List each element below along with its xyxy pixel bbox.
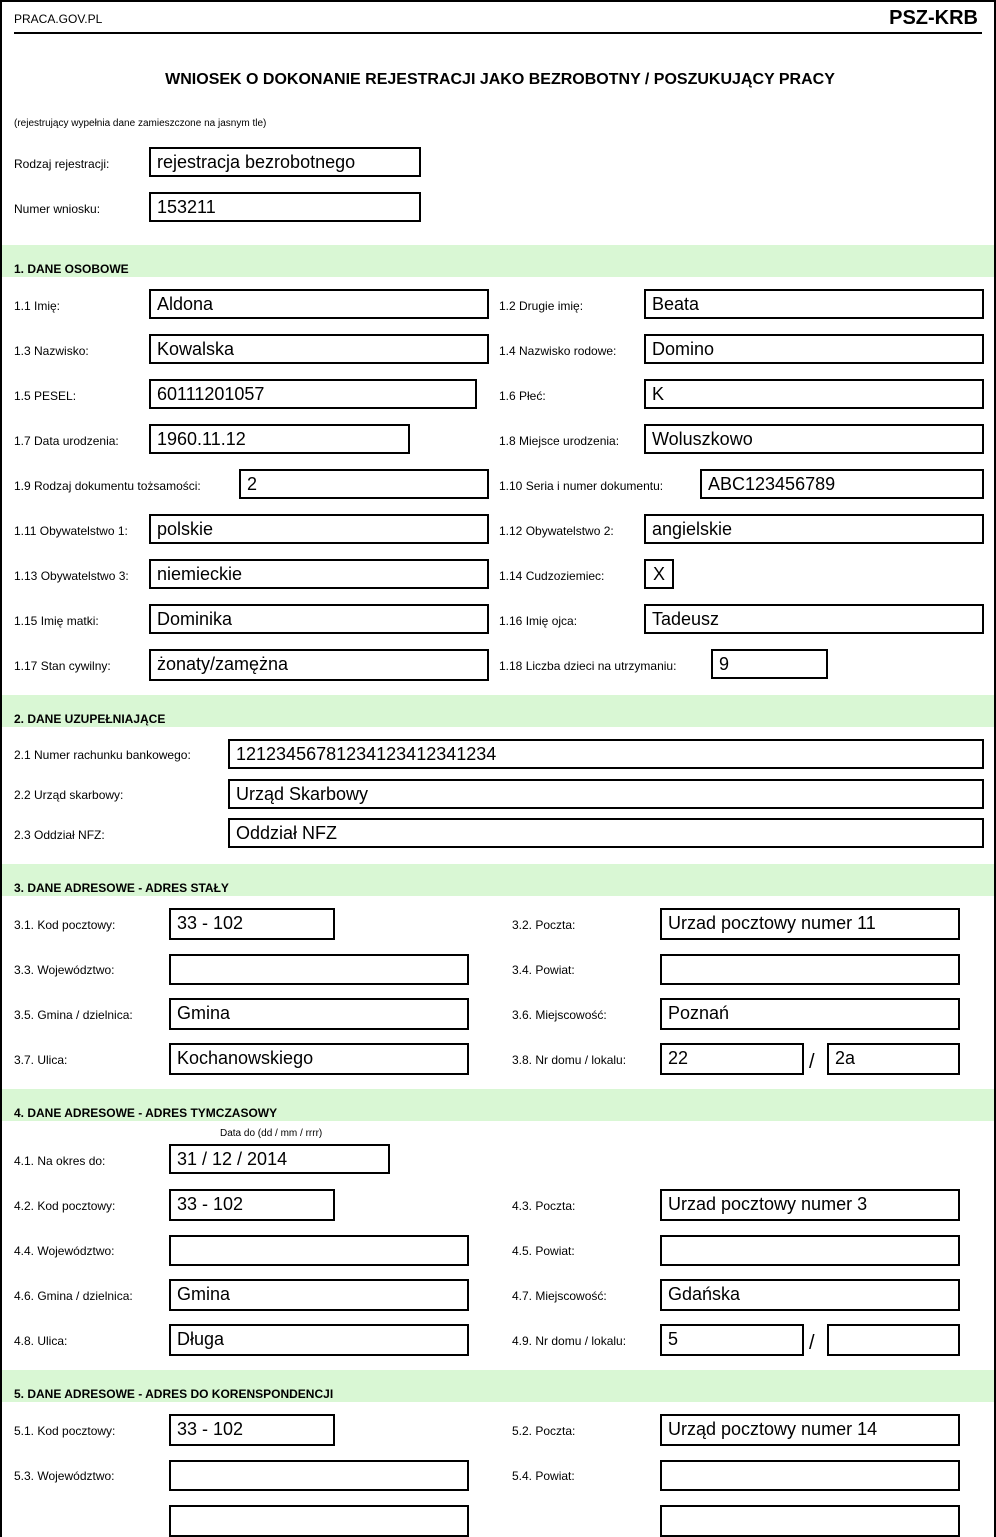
section-2-header [2, 695, 996, 727]
children-count-field[interactable]: 9 [711, 649, 828, 679]
id-doc-type-label: 1.9 Rodzaj dokumentu tożsamości: [14, 479, 201, 493]
s4-number-separator: / [809, 1332, 815, 1354]
s4-post-office-label: 4.3. Poczta: [512, 1199, 576, 1213]
s4-commune-label: 4.6. Gmina / dzielnica: [14, 1289, 133, 1303]
s4-until-date-field[interactable]: 31 / 12 / 2014 [169, 1144, 390, 1174]
surname-label: 1.3 Nazwisko: [14, 344, 89, 358]
children-count-label: 1.18 Liczba dzieci na utrzymaniu: [499, 659, 677, 673]
maiden-name-label: 1.4 Nazwisko rodowe: [499, 344, 617, 358]
sex-field[interactable]: K [644, 379, 984, 409]
citizenship-2-field[interactable]: angielskie [644, 514, 984, 544]
s3-street-label: 3.7. Ulica: [14, 1053, 68, 1067]
reg-type-label: Rodzaj rejestracji: [14, 157, 110, 171]
section-4-title: 4. DANE ADRESOWE - ADRES TYMCZASOWY [14, 1106, 278, 1120]
tax-office-field[interactable]: Urząd Skarbowy [228, 779, 984, 809]
s5-post-office-label: 5.2. Poczta: [512, 1424, 576, 1438]
s3-postal-code-label: 3.1. Kod pocztowy: [14, 918, 116, 932]
s3-flat-number-field[interactable]: 2a [827, 1043, 960, 1075]
father-name-field[interactable]: Tadeusz [644, 604, 984, 634]
s4-house-number-label: 4.9. Nr domu / lokalu: [512, 1334, 627, 1348]
tax-office-label: 2.2 Urząd skarbowy: [14, 788, 124, 802]
app-no-label: Numer wniosku: [14, 202, 101, 216]
father-name-label: 1.16 Imię ojca: [499, 614, 578, 628]
bank-account-field[interactable]: 12123456781234123412341234 [228, 739, 984, 769]
s4-town-label: 4.7. Miejscowość: [512, 1289, 607, 1303]
s4-date-hint: Data do (dd / mm / rrrr) [220, 1128, 323, 1139]
s5-post-office-field[interactable]: Urząd pocztowy numer 14 [660, 1414, 960, 1446]
s5-next-row-field-right[interactable] [660, 1505, 960, 1537]
pesel-label: 1.5 PESEL: [14, 389, 77, 403]
s4-town-field[interactable]: Gdańska [660, 1279, 960, 1311]
s4-post-office-field[interactable]: Urzad pocztowy numer 3 [660, 1189, 960, 1221]
s5-county-label: 5.4. Powiat: [512, 1469, 575, 1483]
s3-street-field[interactable]: Kochanowskiego [169, 1043, 469, 1075]
s4-until-date-label: 4.1. Na okres do: [14, 1154, 106, 1168]
birth-date-label: 1.7 Data urodzenia: [14, 434, 119, 448]
s3-house-number-field[interactable]: 22 [660, 1043, 804, 1075]
s3-post-office-label: 3.2. Poczta: [512, 918, 576, 932]
birth-date-field[interactable]: 1960.11.12 [149, 424, 410, 454]
site-name: PRACA.GOV.PL [14, 12, 103, 26]
first-name-label: 1.1 Imię: [14, 299, 61, 313]
id-doc-number-field[interactable]: ABC123456789 [700, 469, 984, 499]
s3-commune-label: 3.5. Gmina / dzielnica: [14, 1008, 133, 1022]
reg-type-field[interactable]: rejestracja bezrobotnego [149, 147, 421, 177]
second-name-label: 1.2 Drugie imię: [499, 299, 584, 313]
pesel-field[interactable]: 60111201057 [149, 379, 477, 409]
s3-voivodeship-label: 3.3. Województwo: [14, 963, 115, 977]
s4-voivodeship-label: 4.4. Województwo: [14, 1244, 115, 1258]
s4-house-number-field[interactable]: 5 [660, 1324, 804, 1356]
form-code: PSZ-KRB [889, 7, 978, 29]
maiden-name-field[interactable]: Domino [644, 334, 984, 364]
marital-status-field[interactable]: żonaty/zamężna [149, 649, 489, 681]
mother-name-label: 1.15 Imię matki: [14, 614, 99, 628]
s3-commune-field[interactable]: Gmina [169, 998, 469, 1030]
marital-status-label: 1.17 Stan cywilny: [14, 659, 111, 673]
s4-street-field[interactable]: Długa [169, 1324, 469, 1356]
citizenship-1-label: 1.11 Obywatelstwo 1: [14, 524, 128, 538]
s4-commune-field[interactable]: Gmina [169, 1279, 469, 1311]
section-2-title: 2. DANE UZUPEŁNIAJĄCE [14, 712, 166, 726]
s4-postal-code-field[interactable]: 33 - 102 [169, 1189, 335, 1221]
citizenship-3-label: 1.13 Obywatelstwo 3: [14, 569, 129, 583]
s4-county-field[interactable] [660, 1235, 960, 1266]
s3-town-field[interactable]: Poznań [660, 998, 960, 1030]
birth-place-label: 1.8 Miejsce urodzenia: [499, 434, 620, 448]
s3-number-separator: / [809, 1051, 815, 1073]
s3-county-label: 3.4. Powiat: [512, 963, 575, 977]
s3-county-field[interactable] [660, 954, 960, 985]
form-note: (rejestrujący wypełnia dane zamieszczone na jasnym tle) [14, 118, 267, 129]
section-3-header [2, 864, 996, 896]
s5-postal-code-field[interactable]: 33 - 102 [169, 1414, 335, 1446]
section-5-header [2, 1370, 996, 1402]
surname-field[interactable]: Kowalska [149, 334, 489, 364]
s5-voivodeship-field[interactable] [169, 1460, 469, 1491]
app-no-field[interactable]: 153211 [149, 192, 421, 222]
section-1-header [2, 245, 996, 277]
id-doc-type-field[interactable]: 2 [239, 469, 489, 499]
nfz-branch-label: 2.3 Oddział NFZ: [14, 828, 105, 842]
section-3-title: 3. DANE ADRESOWE - ADRES STAŁY [14, 881, 229, 895]
citizenship-1-field[interactable]: polskie [149, 514, 489, 544]
s4-voivodeship-field[interactable] [169, 1235, 469, 1266]
s4-county-label: 4.5. Powiat: [512, 1244, 575, 1258]
s5-postal-code-label: 5.1. Kod pocztowy: [14, 1424, 116, 1438]
section-5-title: 5. DANE ADRESOWE - ADRES DO KORENSPONDENCJI [14, 1387, 334, 1401]
mother-name-field[interactable]: Dominika [149, 604, 489, 634]
citizenship-3-field[interactable]: niemieckie [149, 559, 489, 589]
s3-town-label: 3.6. Miejscowość: [512, 1008, 607, 1022]
s5-next-row-field-left[interactable] [169, 1505, 469, 1537]
s3-voivodeship-field[interactable] [169, 954, 469, 985]
nfz-branch-field[interactable]: Oddział NFZ [228, 818, 984, 848]
s5-county-field[interactable] [660, 1460, 960, 1491]
s3-postal-code-field[interactable]: 33 - 102 [169, 908, 335, 940]
bank-account-label: 2.1 Numer rachunku bankowego: [14, 748, 191, 762]
s3-house-number-label: 3.8. Nr domu / lokalu: [512, 1053, 627, 1067]
sex-label: 1.6 Płeć: [499, 389, 546, 403]
foreigner-label: 1.14 Cudzoziemiec: [499, 569, 605, 583]
second-name-field[interactable]: Beata [644, 289, 984, 319]
header-divider [14, 32, 982, 34]
s4-flat-number-field[interactable] [827, 1324, 960, 1356]
section-4-header [2, 1089, 996, 1121]
section-1-title: 1. DANE OSOBOWE [14, 262, 129, 276]
s3-post-office-field[interactable]: Urzad pocztowy numer 11 [660, 908, 960, 940]
birth-place-field[interactable]: Woluszkowo [644, 424, 984, 454]
first-name-field[interactable]: Aldona [149, 289, 489, 319]
s5-voivodeship-label: 5.3. Województwo: [14, 1469, 115, 1483]
foreigner-checkbox[interactable]: X [644, 559, 674, 589]
s4-postal-code-label: 4.2. Kod pocztowy: [14, 1199, 116, 1213]
id-doc-number-label: 1.10 Seria i numer dokumentu: [499, 479, 664, 493]
citizenship-2-label: 1.12 Obywatelstwo 2: [499, 524, 614, 538]
s4-street-label: 4.8. Ulica: [14, 1334, 68, 1348]
form-title: WNIOSEK O DOKONANIE REJESTRACJI JAKO BEZROBOTNY / POSZUKUJĄCY PRACY [165, 71, 835, 88]
